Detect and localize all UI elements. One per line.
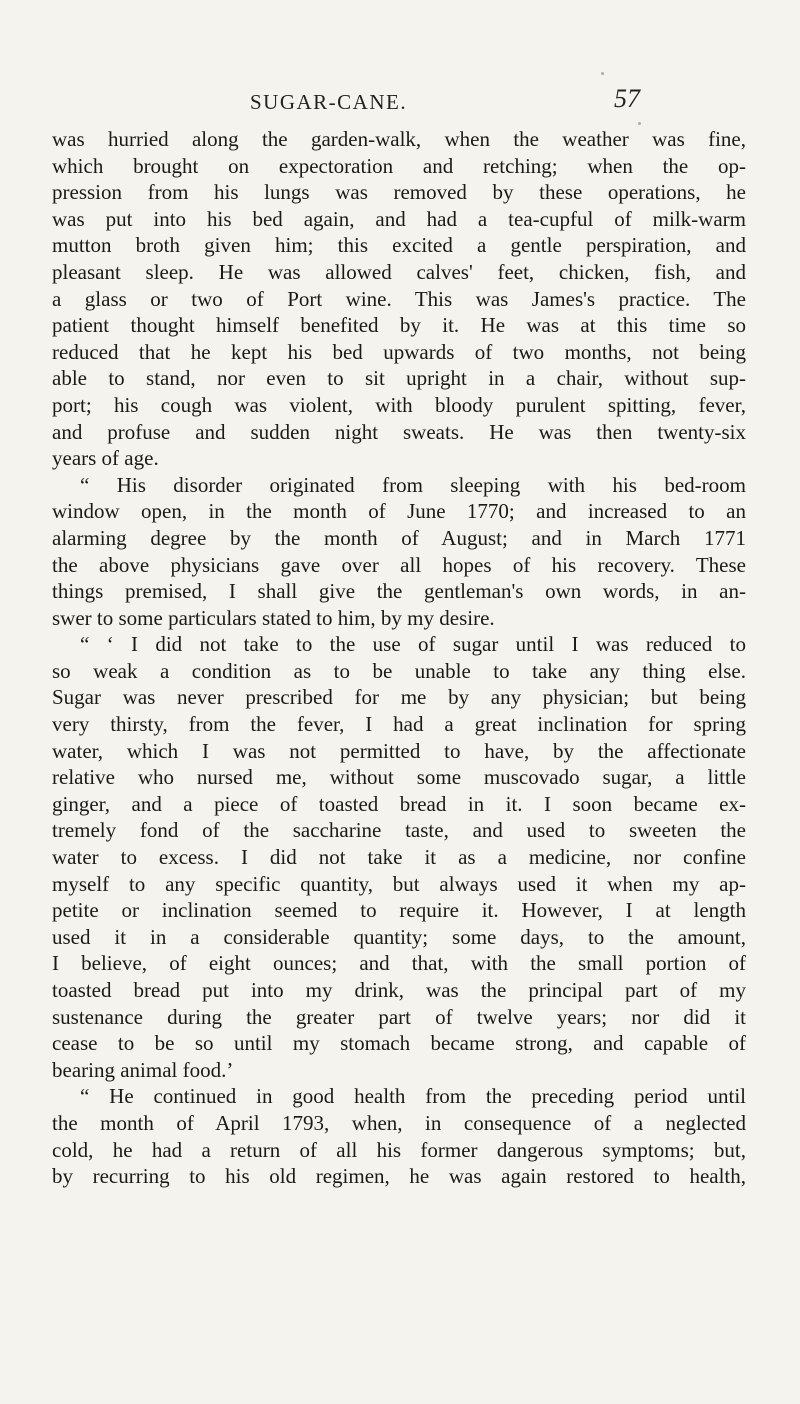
- text-line: mutton broth given him; this excited a gentle perspiration, and: [52, 233, 746, 258]
- text-line: relative who nursed me, without some muscovado sugar, a little: [52, 765, 746, 790]
- page-number: 57: [614, 84, 640, 113]
- running-title: SUGAR-CANE.: [250, 90, 408, 114]
- text-line: things premised, I shall give the gentleman's own words, in an-: [52, 579, 746, 604]
- text-line: pression from his lungs was removed by these operations, he: [52, 180, 746, 205]
- text-line: the month of April 1793, when, in consequence of a neglected: [52, 1110, 746, 1135]
- text-line: I believe, of eight ounces; and that, with the small portion of: [52, 951, 746, 976]
- text-line: toasted bread put into my drink, was the principal part of my: [52, 978, 746, 1002]
- text-line: so weak a condition as to be unable to take any thing else.: [52, 658, 746, 683]
- text-line: water, which I was not permitted to have, by the affectionate: [52, 738, 746, 763]
- text-line: and profuse and sudden night sweats. He was then twenty-six: [52, 419, 746, 444]
- text-line: very thirsty, from the fever, I had a great inclination for spring: [52, 712, 746, 737]
- text-line: water to excess. I did not take it as a medicine, nor confine: [52, 845, 746, 870]
- text-line: years of age.: [52, 446, 159, 471]
- text-line: swer to some particulars stated to him, by my desire.: [52, 605, 495, 630]
- text-line: “ ‘ I did not take to the use of sugar until I was reduced to: [80, 632, 746, 657]
- text-line: was put into his bed again, and had a tea-cupful of milk-warm: [52, 206, 746, 231]
- text-line: was hurried along the garden-walk, when the weather was fine,: [52, 127, 746, 151]
- body-text: [52, 126, 746, 1190]
- text-line: patient thought himself benefited by it. He was at this time so: [52, 313, 746, 338]
- text-line: Sugar was never prescribed for me by any physician; but being: [52, 685, 746, 710]
- running-head: [250, 84, 640, 120]
- text-line: cold, he had a return of all his former dangerous symptoms; but,: [52, 1137, 746, 1162]
- text-line: window open, in the month of June 1770; and increased to an: [52, 499, 746, 524]
- text-line: tremely fond of the saccharine taste, and used to sweeten the: [52, 818, 746, 843]
- text-line: which brought on expectoration and retching; when the op-: [52, 153, 746, 178]
- text-line: alarming degree by the month of August; and in March 1771: [52, 525, 746, 550]
- text-line: port; his cough was violent, with bloody purulent spitting, fever,: [52, 392, 746, 417]
- text-line: bearing animal food.’: [52, 1057, 234, 1082]
- text-line: “ He continued in good health from the preceding period until: [80, 1084, 746, 1109]
- paper-speck: [638, 122, 641, 125]
- text-line: pleasant sleep. He was allowed calves' feet, chicken, fish, and: [52, 259, 746, 284]
- text-line: able to stand, nor even to sit upright in a chair, without sup-: [52, 366, 746, 391]
- text-line: myself to any specific quantity, but always used it when my ap-: [52, 871, 746, 896]
- text-line: petite or inclination seemed to require it. However, I at length: [52, 898, 746, 923]
- paper-speck: [601, 72, 604, 75]
- text-line: cease to be so until my stomach became strong, and capable of: [52, 1031, 746, 1056]
- text-line: ginger, and a piece of toasted bread in it. I soon became ex-: [52, 791, 746, 816]
- text-line: reduced that he kept his bed upwards of two months, not being: [52, 339, 746, 364]
- text-line: used it in a considerable quantity; some days, to the amount,: [52, 924, 746, 949]
- text-line: a glass or two of Port wine. This was James's practice. The: [52, 286, 746, 311]
- text-line: by recurring to his old regimen, he was again restored to health,: [52, 1164, 746, 1189]
- text-line: “ His disorder originated from sleeping with his bed-room: [80, 472, 746, 497]
- text-line: sustenance during the greater part of twelve years; nor did it: [52, 1004, 746, 1029]
- text-line: the above physicians gave over all hopes of his recovery. These: [52, 552, 746, 577]
